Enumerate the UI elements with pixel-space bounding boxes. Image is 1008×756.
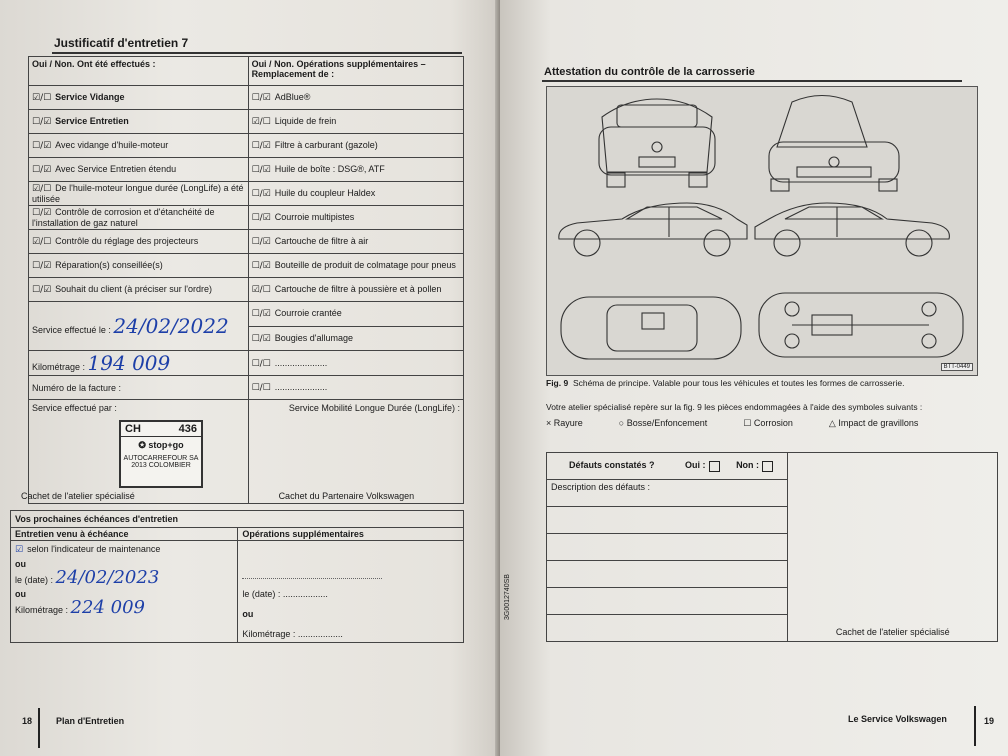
service-date-label: Service effectué le : [32, 325, 111, 335]
page-title: Justificatif d'entretien 7 [54, 36, 189, 50]
car-right-side-view[interactable] [755, 203, 949, 256]
row-label: Bouteille de produit de colmatage pour pneus [274, 260, 456, 270]
next-km-row[interactable] [15, 597, 233, 618]
row-label: Service Vidange [55, 92, 125, 102]
next-km-right[interactable]: Kilométrage : .................. [242, 629, 343, 639]
table-row [248, 376, 463, 400]
checkbox[interactable]: ☐/☑ [251, 261, 271, 271]
stamp-code: CH [125, 423, 141, 435]
next-date-row[interactable] [15, 567, 233, 588]
ou-label: ou [242, 609, 254, 619]
row-label: Avec Service Entretien étendu [55, 164, 177, 174]
checkbox[interactable]: ☑/☐ [251, 285, 271, 295]
table-row [248, 254, 463, 278]
next-date-value: 24/02/2023 [55, 567, 160, 588]
legend-dent: ○ Bosse/Enfoncement [618, 418, 708, 428]
defects-yes[interactable]: Oui : [685, 460, 720, 470]
symbol-legend [546, 418, 996, 429]
next-service-left [11, 541, 238, 643]
car-front-view[interactable] [769, 96, 899, 192]
checkbox[interactable]: ☐/☑ [251, 141, 271, 151]
row-label: Avec vidange d'huile-moteur [55, 140, 169, 150]
defects-table [546, 452, 998, 642]
table-row [29, 230, 249, 254]
mileage-label: Kilométrage : [32, 362, 86, 372]
cachet-label: Cachet de l'atelier spécialisé [835, 627, 950, 637]
page-number: 19 [984, 716, 995, 726]
row-label: Filtre à carburant (gazole) [274, 140, 378, 150]
checkbox[interactable]: ☐/☐ [251, 383, 271, 393]
defects-label: Défauts constatés ? [569, 460, 655, 471]
dent-icon: ○ [618, 418, 625, 428]
table-row [248, 158, 463, 182]
row-label: Service Entretien [55, 116, 129, 126]
corrosion-icon: ☐ [743, 418, 752, 428]
row-label: Courroie multipistes [274, 212, 355, 222]
row-label: De l'huile-moteur longue durée (LongLife) a été utilisée [32, 183, 244, 204]
page-number: 18 [22, 716, 33, 726]
next-date-right[interactable]: le (date) : .................. [242, 589, 328, 599]
table-row [248, 182, 463, 206]
car-top-view[interactable] [561, 297, 741, 359]
mileage-cell[interactable] [29, 351, 249, 376]
row-label: Cartouche de filtre à air [274, 236, 369, 246]
checkbox[interactable]: ☐/☑ [32, 208, 52, 218]
table-row [248, 110, 463, 134]
service-date-cell[interactable] [29, 302, 249, 351]
legend-scratch: × Rayure [546, 418, 583, 428]
row-label: ..................... [274, 382, 328, 392]
instruction-text: Votre atelier spécialisé repère sur la fig. 9 les pièces endommagées à l'aide des symboles suivants : [546, 402, 923, 412]
col-right-header: Oui / Non. Opérations supplémentaires – Remplacement de : [248, 57, 463, 86]
blank-line[interactable] [242, 564, 382, 579]
row-label: Souhait du client (à préciser sur l'ordre) [55, 284, 212, 294]
cachet-atelier-label: Cachet de l'atelier spécialisé [21, 491, 135, 501]
table-row [248, 230, 463, 254]
description-line[interactable] [547, 480, 788, 507]
row-label: Réparation(s) conseillée(s) [55, 260, 163, 270]
next-col1-header: Entretien venu à échéance [11, 528, 238, 541]
scratch-icon: × [546, 418, 552, 428]
table-row [29, 134, 249, 158]
row-label: Cartouche de filtre à poussière et à pollen [274, 284, 442, 294]
description-label: Description des défauts : [551, 482, 651, 492]
next-km-label: Kilométrage : [15, 605, 69, 615]
table-row [248, 326, 463, 351]
table-row [248, 302, 463, 327]
checkbox[interactable]: ☐/☑ [251, 189, 271, 199]
service-by-label: Service effectué par : [32, 403, 117, 413]
description-line[interactable] [547, 561, 788, 588]
side-code: 3G0012740SB [504, 574, 511, 620]
description-line[interactable] [547, 615, 788, 642]
table-row [248, 206, 463, 230]
cachet-cell [788, 453, 998, 642]
title-rule [52, 52, 462, 54]
legend-stone-chip: △ Impact de gravillons [828, 418, 919, 428]
description-line[interactable] [547, 588, 788, 615]
indicator-label: selon l'indicateur de maintenance [27, 544, 161, 554]
row-label: Courroie crantée [274, 308, 342, 319]
table-row [29, 86, 249, 110]
checkbox[interactable]: ☑/☐ [251, 117, 271, 127]
row-label: Bougies d'allumage [274, 332, 354, 343]
car-diagram-svg [547, 87, 977, 375]
car-underbody-view[interactable] [759, 293, 963, 357]
row-label: Huile de boîte : DSG®, ATF [274, 164, 385, 174]
stamp-number: 436 [178, 423, 197, 435]
checkbox[interactable]: ☐/☑ [251, 237, 271, 247]
row-label: Contrôle de corrosion et d'étanchéité de l'installation de gaz naturel [32, 207, 215, 228]
row-label: AdBlue® [274, 92, 311, 102]
longlife-label: Service Mobilité Longue Durée (LongLife) : [288, 403, 460, 413]
checkbox[interactable]: ☑/☐ [32, 237, 52, 247]
car-diagram [546, 86, 978, 376]
yes-checkbox [709, 461, 720, 472]
next-service-table [10, 510, 464, 643]
table-row [248, 134, 463, 158]
checkbox[interactable]: ☐/☑ [251, 213, 271, 223]
col-left-header: Oui / Non. Ont été effectués : [29, 57, 249, 86]
ou-label: ou [15, 589, 26, 599]
no-checkbox [762, 461, 773, 472]
table-row [248, 278, 463, 302]
stamp-line2: 2013 COLOMBIER [131, 462, 191, 469]
checkbox[interactable]: ☑/☐ [32, 184, 52, 194]
checkbox[interactable]: ☐/☑ [32, 165, 52, 175]
stone-chip-icon: △ [828, 418, 836, 428]
figure-code: BTT-0449 [941, 363, 973, 371]
checkbox[interactable]: ☐/☑ [251, 309, 271, 320]
table-row [248, 351, 463, 376]
next-km-value: 224 009 [70, 597, 145, 618]
row-label: ..................... [274, 357, 328, 368]
figure-caption: Fig. 9 Schéma de principe. Valable pour tous les véhicules et toutes les formes de carrosserie. [546, 378, 905, 388]
footer-title: Plan d'Entretien [56, 716, 125, 726]
table-row [29, 254, 249, 278]
defects-no[interactable]: Non : [736, 460, 773, 470]
table-row [248, 86, 463, 110]
checkbox[interactable]: ☐/☑ [251, 165, 271, 175]
table-row [29, 206, 249, 230]
row-label: Contrôle du réglage des projecteurs [55, 236, 199, 246]
checkbox[interactable]: ☐/☑ [32, 285, 52, 295]
checkbox[interactable]: ☐/☑ [32, 141, 52, 151]
row-label: Liquide de frein [274, 116, 337, 126]
stamp-line1: AUTOCARREFOUR SA [123, 455, 199, 462]
table-row [29, 182, 249, 206]
next-date-label: le (date) : [15, 575, 54, 585]
footer-divider [974, 706, 976, 746]
maintenance-table [21, 56, 464, 504]
legend-corrosion: ☐ Corrosion [743, 418, 793, 428]
workshop-stamp [119, 420, 203, 488]
next-service-title: Vos prochaines échéances d'entretien [11, 511, 464, 528]
table-row [29, 278, 249, 302]
checkbox[interactable]: ☐/☐ [251, 358, 271, 369]
table-row [29, 158, 249, 182]
checkbox[interactable]: ☐/☑ [32, 117, 52, 127]
table-row [29, 110, 249, 134]
left-page [0, 0, 500, 756]
title-rule [542, 80, 962, 82]
footer-divider [38, 708, 40, 748]
indicator-checkbox[interactable]: ☑ [15, 545, 24, 555]
right-page [500, 0, 1008, 756]
checkbox[interactable]: ☐/☑ [251, 93, 271, 103]
description-line[interactable] [547, 534, 788, 561]
description-line[interactable] [547, 507, 788, 534]
invoice-cell[interactable] [29, 376, 249, 400]
next-service-right [238, 541, 464, 643]
checkbox[interactable]: ☐/☑ [251, 333, 271, 344]
defects-question-cell [547, 453, 788, 480]
invoice-label: Numéro de la facture : [32, 382, 122, 393]
longlife-cell [248, 400, 463, 504]
ou-label: ou [15, 559, 26, 569]
footer-title: Le Service Volkswagen [848, 714, 947, 724]
service-by-cell [21, 400, 249, 504]
mileage-value: 194 009 [87, 351, 171, 375]
car-rear-view[interactable] [599, 99, 715, 187]
service-date-value: 24/02/2022 [113, 314, 229, 338]
row-label: Huile du coupleur Haldex [274, 188, 376, 198]
car-left-side-view[interactable] [559, 203, 747, 256]
cachet-partenaire-label: Cachet du Partenaire Volkswagen [278, 491, 415, 501]
page-title: Attestation du contrôle de la carrosserie [544, 66, 755, 78]
stamp-logo-icon: ✪ [138, 440, 146, 450]
stamp-brand: ✪ stop+go [138, 440, 184, 450]
checkbox[interactable]: ☐/☑ [32, 261, 52, 271]
next-col2-header: Opérations supplémentaires [238, 528, 464, 541]
checkbox[interactable]: ☑/☐ [32, 93, 52, 103]
